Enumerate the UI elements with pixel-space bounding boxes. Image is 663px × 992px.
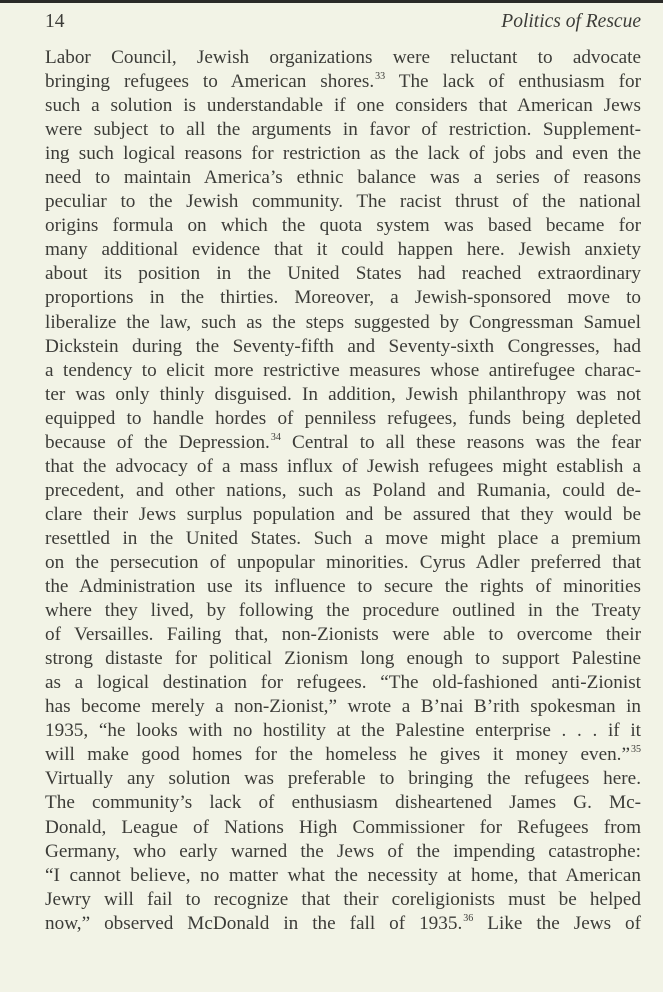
text-line xyxy=(45,46,641,70)
text-line xyxy=(45,359,641,383)
text-line xyxy=(45,166,641,190)
text-line xyxy=(45,816,641,840)
running-title: Politics of Rescue xyxy=(501,11,641,32)
text-line xyxy=(45,455,641,479)
line-text: resettled in the United States. Such a move might place a premium xyxy=(45,527,641,549)
line-text: because of the Depression. xyxy=(45,431,270,453)
line-text: Germany, who early warned the Jews of the impending catastrophe: xyxy=(45,840,641,862)
page-number: 14 xyxy=(45,11,65,32)
line-text: origins formula on which the quota system was based became for xyxy=(45,215,641,237)
line-text: Jewry will fail to recognize that their coreligionists must be helped xyxy=(45,888,641,910)
text-line xyxy=(45,190,641,214)
line-text: of Versailles. Failing that, non-Zionists were able to overcome their xyxy=(45,624,641,646)
text-line xyxy=(45,479,641,503)
line-text: 1935, “he looks with no hostility at the Palestine enterprise . . . if it xyxy=(45,720,641,742)
footnote-marker: 35 xyxy=(631,744,641,756)
text-line xyxy=(45,840,641,864)
line-text: Virtually any solution was preferable to bringing the refugees here. xyxy=(45,768,641,790)
line-text: that the advocacy of a mass influx of Jewish refugees might establish a xyxy=(45,455,641,477)
body-text xyxy=(45,46,641,936)
line-text: peculiar to the Jewish community. The racist thrust of the national xyxy=(45,191,641,213)
text-line xyxy=(45,551,641,575)
line-text: about its position in the United States had reached extraordinary xyxy=(45,263,641,285)
line-text: ing such logical reasons for restriction as the lack of jobs and even the xyxy=(45,143,641,165)
line-text: the Administration use its influence to secure the rights of minorities xyxy=(45,576,641,598)
text-line xyxy=(45,335,641,359)
text-line xyxy=(45,623,641,647)
line-text: such a solution is understandable if one considers that American Jews xyxy=(45,95,641,117)
line-text: a tendency to elicit more restrictive measures whose antirefugee charac- xyxy=(45,359,641,381)
line-text: “I cannot believe, no matter what the necessity at home, that American xyxy=(45,864,641,886)
running-head xyxy=(45,8,641,36)
text-line xyxy=(45,888,641,912)
text-line xyxy=(45,695,641,719)
text-line xyxy=(45,767,641,791)
text-line xyxy=(45,647,641,671)
text-line xyxy=(45,671,641,695)
footnote-marker: 34 xyxy=(270,431,281,443)
text-line xyxy=(45,118,641,142)
footnote-marker: 36 xyxy=(463,912,474,924)
footnote-marker: 33 xyxy=(375,71,386,83)
text-line xyxy=(45,383,641,407)
line-text-continued: Like the Jews of xyxy=(473,912,642,934)
line-text: proportions in the thirties. Moreover, a Jewish-sponsored move to xyxy=(45,287,641,309)
line-text: The community’s lack of enthusiasm disheartened James G. Mc- xyxy=(45,792,641,814)
line-text: where they lived, by following the procedure outlined in the Treaty xyxy=(45,600,641,622)
text-line xyxy=(45,407,641,431)
text-line xyxy=(45,262,641,286)
line-text: equipped to handle hordes of penniless refugees, funds being depleted xyxy=(45,407,641,429)
text-line xyxy=(45,912,641,936)
line-text: liberalize the law, such as the steps suggested by Congressman Samuel xyxy=(45,311,641,333)
text-line xyxy=(45,743,641,767)
line-text: need to maintain America’s ethnic balance was a series of reasons xyxy=(45,167,641,189)
text-line xyxy=(45,286,641,310)
text-line xyxy=(45,311,641,335)
text-line xyxy=(45,719,641,743)
text-line xyxy=(45,527,641,551)
text-line xyxy=(45,70,641,94)
line-text: on the persecution of unpopular minorities. Cyrus Adler preferred that xyxy=(45,551,641,573)
text-line xyxy=(45,238,641,262)
line-text: were subject to all the arguments in favor of restriction. Supplement- xyxy=(45,119,641,141)
line-text: now,” observed McDonald in the fall of 1935. xyxy=(45,912,463,934)
line-text: Donald, League of Nations High Commissioner for Refugees from xyxy=(45,816,641,838)
line-text: bringing refugees to American shores. xyxy=(45,71,375,93)
line-text: clare their Jews surplus population and be assured that they would be xyxy=(45,503,641,525)
line-text: ter was only thinly disguised. In addition, Jewish philanthropy was not xyxy=(45,383,641,405)
line-text: strong distaste for political Zionism long enough to support Palestine xyxy=(45,648,641,670)
line-text: has become merely a non-Zionist,” wrote a B’nai B’rith spokesman in xyxy=(45,696,641,718)
text-line xyxy=(45,791,641,815)
text-line xyxy=(45,94,641,118)
text-line xyxy=(45,142,641,166)
line-text: Labor Council, Jewish organizations were reluctant to advocate xyxy=(45,47,641,68)
text-line xyxy=(45,431,641,455)
text-line xyxy=(45,599,641,623)
line-text: many additional evidence that it could happen here. Jewish anxiety xyxy=(45,239,641,261)
line-text: as a logical destination for refugees. “The old-fashioned anti-Zionist xyxy=(45,672,641,694)
text-line xyxy=(45,575,641,599)
text-line xyxy=(45,864,641,888)
line-text-continued: The lack of enthusiasm for xyxy=(385,71,641,93)
line-text: precedent, and other nations, such as Poland and Rumania, could de- xyxy=(45,479,641,501)
line-text-continued: Central to all these reasons was the fear xyxy=(280,431,641,453)
line-text: Dickstein during the Seventy-fifth and Seventy-sixth Congresses, had xyxy=(45,335,641,357)
text-line xyxy=(45,503,641,527)
text-line xyxy=(45,214,641,238)
line-text: will make good homes for the homeless he gives it money even.” xyxy=(45,744,630,766)
